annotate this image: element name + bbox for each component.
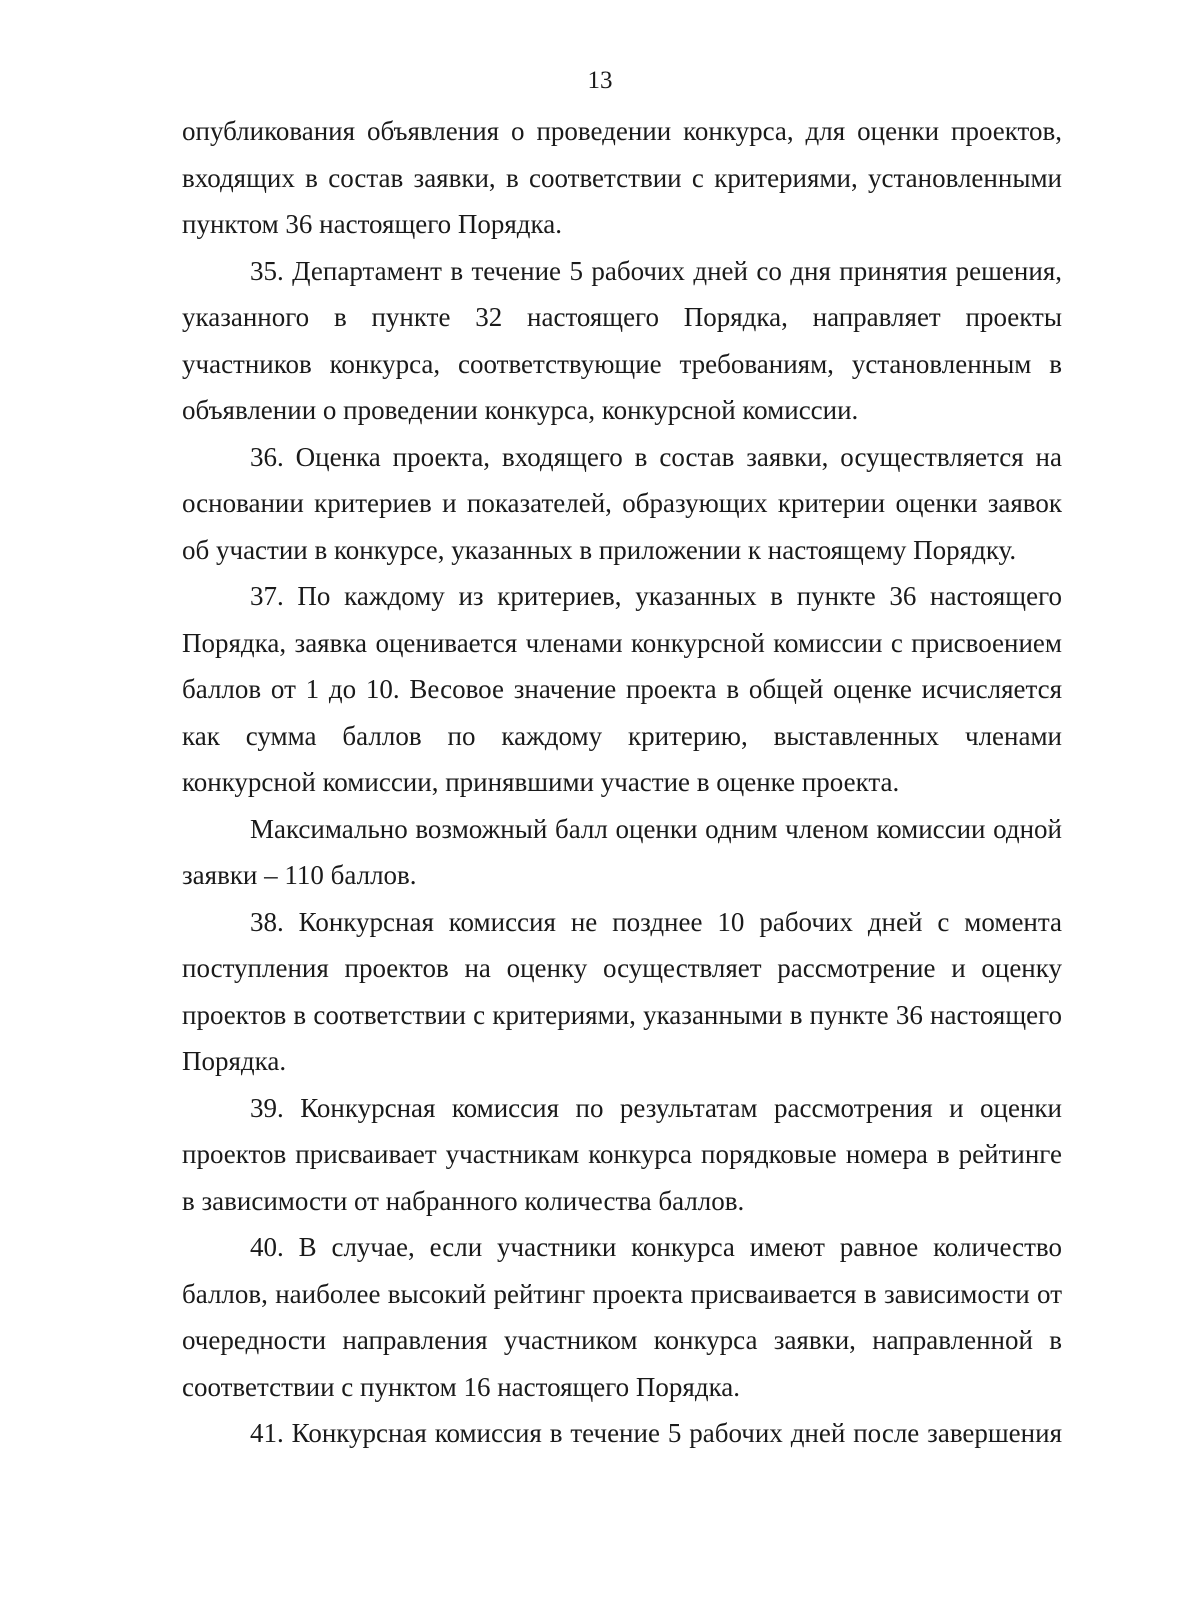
paragraph-35: 35. Департамент в течение 5 рабочих дней со дня принятия решения, указанного в пункте 32 настоящего Порядка, направляет проекты участников конкурса, соответствующие требованиям, установленным в объявлении о проведении конкурса, конкурсной комиссии. (182, 255, 1062, 425)
paragraph-41: 41. Конкурсная комиссия в течение 5 рабочих дней после завершения (250, 1418, 1062, 1448)
paragraph-continuation: опубликования объявления о проведении конкурса, для оценки проектов, входящих в состав заявки, в соответствии с критериями, установленными пунктом 36 настоящего Порядка. (182, 116, 1062, 239)
paragraph-max-score: Максимально возможный балл оценки одним членом комиссии одной заявки – 110 баллов. (182, 813, 1062, 890)
page-number: 13 (587, 67, 613, 94)
paragraph-37: 37. По каждому из критериев, указанных в пункте 36 настоящего Порядка, заявка оценивается членами конкурсной комиссии с присвоением баллов от 1 до 10. Весовое значение проекта в общей оценке исчисляется как сумма баллов по каждому критерию, выставленных членами конкурсной комиссии, принявшими участие в оценке проекта. (182, 581, 1062, 797)
paragraph-39: 39. Конкурсная комиссия по результатам рассмотрения и оценки проектов присваивает участникам конкурса порядковые номера в рейтинге в зависимости от набранного количества баллов. (182, 1092, 1062, 1216)
paragraph-36: 36. Оценка проекта, входящего в состав заявки, осуществляется на основании критериев и показателей, образующих критерии оценки заявок об участии в конкурсе, указанных в приложении к настоящему Порядку. (182, 441, 1062, 565)
paragraph-40: 40. В случае, если участники конкурса имеют равное количество баллов, наиболее высокий рейтинг проекта присваивается в зависимости от очередности направления участником конкурса заявки, направленной в соответствии с пунктом 16 настоящего Порядка. (182, 1232, 1062, 1402)
document-body (182, 108, 1062, 1457)
paragraph-38: 38. Конкурсная комиссия не позднее 10 рабочих дней с момента поступления проектов на оценку осуществляет рассмотрение и оценку проектов в соответствии с критериями, указанными в пункте 36 настоящего Порядка. (182, 906, 1062, 1076)
